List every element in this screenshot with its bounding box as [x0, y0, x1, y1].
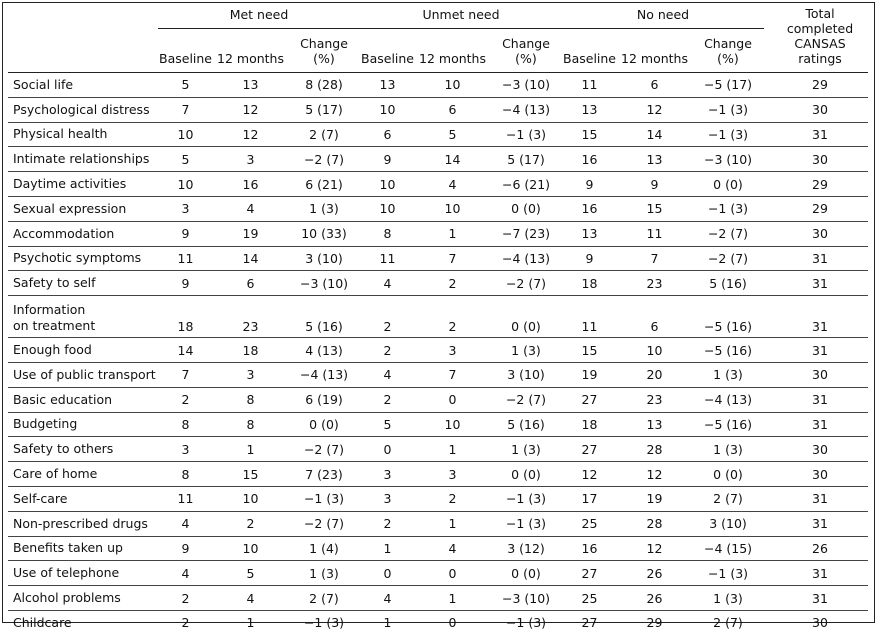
subheader-unmet-change: Change (%): [502, 36, 550, 66]
cell-no-baseline: 25: [562, 511, 617, 536]
cell-unmet-change: −1 (3): [490, 486, 562, 511]
total-header: Total completed CANSAS ratings: [786, 6, 854, 66]
cell-no-12-months: 15: [617, 196, 692, 221]
cell-met-12-months: 2: [213, 511, 288, 536]
cell-unmet-change: 3 (10): [490, 362, 562, 387]
cell-unmet-change: −1 (3): [490, 122, 562, 147]
cell-no-change: −1 (3): [692, 196, 764, 221]
cell-met-change: 8 (28): [288, 73, 360, 98]
row-label: Self-care: [8, 486, 158, 511]
cell-unmet-change: 3 (12): [490, 536, 562, 561]
cell-met-change: 0 (0): [288, 412, 360, 437]
cell-unmet-baseline: 0: [360, 437, 415, 462]
table-row: [8, 296, 868, 338]
subheader-unmet-baseline: Baseline: [361, 51, 414, 66]
row-label: Accommodation: [8, 221, 158, 246]
cell-met-baseline: 2: [158, 610, 213, 634]
cell-unmet-baseline: 2: [360, 387, 415, 412]
cell-met-change: −1 (3): [288, 610, 360, 634]
cell-no-12-months: 10: [617, 338, 692, 363]
cell-met-baseline: 7: [158, 97, 213, 122]
subheader-no-baseline: Baseline: [563, 51, 616, 66]
cell-met-baseline: 4: [158, 561, 213, 586]
cell-total: 31: [772, 387, 868, 412]
cell-unmet-change: −4 (13): [490, 246, 562, 271]
cell-met-12-months: 1: [213, 610, 288, 634]
cell-unmet-12-months: 7: [415, 246, 490, 271]
cell-met-change: 6 (21): [288, 172, 360, 197]
cell-met-12-months: 6: [213, 271, 288, 296]
cell-no-change: −1 (3): [692, 97, 764, 122]
group-header-met-need: Met need: [158, 6, 360, 28]
subheader-met-baseline: Baseline: [159, 51, 212, 66]
cell-no-baseline: 15: [562, 122, 617, 147]
cell-no-12-months: 13: [617, 412, 692, 437]
cell-met-baseline: 9: [158, 221, 213, 246]
table-row: [8, 246, 868, 271]
subheader-no-change: Change (%): [704, 36, 752, 66]
cell-unmet-change: 0 (0): [490, 296, 562, 338]
cell-met-12-months: 14: [213, 246, 288, 271]
cell-unmet-baseline: 10: [360, 172, 415, 197]
cell-no-change: 3 (10): [692, 511, 764, 536]
table-row: [8, 172, 868, 197]
cell-met-change: 1 (3): [288, 196, 360, 221]
cell-met-12-months: 19: [213, 221, 288, 246]
cell-total: 31: [772, 511, 868, 536]
cell-unmet-change: −1 (3): [490, 610, 562, 634]
cell-met-baseline: 4: [158, 511, 213, 536]
cell-total: 31: [772, 271, 868, 296]
cell-unmet-12-months: 10: [415, 412, 490, 437]
row-label: Care of home: [8, 462, 158, 487]
row-label: Basic education: [8, 387, 158, 412]
corner-cell: [8, 6, 158, 28]
cell-total: 30: [772, 437, 868, 462]
cell-total: 30: [772, 462, 868, 487]
row-label: Physical health: [8, 122, 158, 147]
cell-unmet-baseline: 6: [360, 122, 415, 147]
cell-met-baseline: 2: [158, 586, 213, 611]
cell-no-baseline: 27: [562, 610, 617, 634]
cell-unmet-12-months: 2: [415, 486, 490, 511]
cell-total: 30: [772, 97, 868, 122]
table-row: [8, 486, 868, 511]
cell-met-baseline: 2: [158, 387, 213, 412]
cell-no-change: −1 (3): [692, 561, 764, 586]
cell-no-change: 0 (0): [692, 462, 764, 487]
cell-no-change: 1 (3): [692, 437, 764, 462]
row-label: Childcare: [8, 610, 158, 634]
row-label: Psychological distress: [8, 97, 158, 122]
cell-no-change: −5 (17): [692, 73, 764, 98]
table-row: [8, 412, 868, 437]
cell-no-baseline: 17: [562, 486, 617, 511]
subheader-met-change: Change (%): [300, 36, 348, 66]
cell-total: 30: [772, 362, 868, 387]
table-row: [8, 610, 868, 634]
cell-unmet-change: 5 (17): [490, 147, 562, 172]
cell-no-baseline: 15: [562, 338, 617, 363]
cell-no-12-months: 7: [617, 246, 692, 271]
cell-unmet-12-months: 4: [415, 172, 490, 197]
cell-no-change: −5 (16): [692, 412, 764, 437]
cell-no-baseline: 16: [562, 536, 617, 561]
cell-no-12-months: 26: [617, 561, 692, 586]
table-body: [8, 73, 868, 635]
cell-total: 26: [772, 536, 868, 561]
cell-unmet-baseline: 4: [360, 586, 415, 611]
row-label: Use of public transport: [8, 362, 158, 387]
cell-total: 31: [772, 412, 868, 437]
subheader-no-12-months: 12 months: [621, 51, 688, 66]
cell-met-baseline: 8: [158, 462, 213, 487]
cell-no-12-months: 12: [617, 536, 692, 561]
cell-unmet-12-months: 1: [415, 221, 490, 246]
table-row: [8, 462, 868, 487]
cell-met-12-months: 16: [213, 172, 288, 197]
cell-unmet-12-months: 3: [415, 462, 490, 487]
cell-met-baseline: 3: [158, 437, 213, 462]
cell-no-12-months: 23: [617, 271, 692, 296]
cell-met-change: −4 (13): [288, 362, 360, 387]
cell-no-12-months: 28: [617, 511, 692, 536]
cell-met-change: 5 (17): [288, 97, 360, 122]
cell-no-change: −2 (7): [692, 221, 764, 246]
cell-no-change: 1 (3): [692, 362, 764, 387]
cell-unmet-change: 1 (3): [490, 437, 562, 462]
row-label: Sexual expression: [8, 196, 158, 221]
cell-met-change: 4 (13): [288, 338, 360, 363]
cell-no-baseline: 11: [562, 73, 617, 98]
cell-met-12-months: 4: [213, 586, 288, 611]
cell-unmet-baseline: 2: [360, 338, 415, 363]
cell-no-12-months: 11: [617, 221, 692, 246]
cell-met-baseline: 11: [158, 486, 213, 511]
row-label: Safety to others: [8, 437, 158, 462]
cell-met-baseline: 7: [158, 362, 213, 387]
cell-met-change: 1 (3): [288, 561, 360, 586]
cell-no-change: 2 (7): [692, 486, 764, 511]
cell-no-baseline: 25: [562, 586, 617, 611]
cell-no-12-months: 20: [617, 362, 692, 387]
cell-met-change: 3 (10): [288, 246, 360, 271]
cell-no-baseline: 27: [562, 437, 617, 462]
cell-met-12-months: 12: [213, 97, 288, 122]
row-label: Enough food: [8, 338, 158, 363]
cell-met-baseline: 11: [158, 246, 213, 271]
cell-no-12-months: 9: [617, 172, 692, 197]
cell-met-baseline: 10: [158, 122, 213, 147]
cell-total: 29: [772, 196, 868, 221]
cell-unmet-12-months: 4: [415, 536, 490, 561]
cell-unmet-change: 5 (16): [490, 412, 562, 437]
cell-met-change: 2 (7): [288, 586, 360, 611]
table-row: [8, 586, 868, 611]
table-row: [8, 122, 868, 147]
cell-unmet-baseline: 9: [360, 147, 415, 172]
cell-total: 31: [772, 122, 868, 147]
cell-no-change: 1 (3): [692, 586, 764, 611]
cell-total: 31: [772, 586, 868, 611]
row-label: Safety to self: [8, 271, 158, 296]
cell-no-12-months: 6: [617, 296, 692, 338]
cell-no-baseline: 13: [562, 97, 617, 122]
cell-no-change: −4 (15): [692, 536, 764, 561]
cell-total: 30: [772, 147, 868, 172]
cell-unmet-12-months: 6: [415, 97, 490, 122]
cell-total: 31: [772, 561, 868, 586]
cell-no-change: 5 (16): [692, 271, 764, 296]
cell-unmet-baseline: 2: [360, 511, 415, 536]
table-row: [8, 73, 868, 98]
cell-total: 31: [772, 486, 868, 511]
cell-met-change: 5 (16): [288, 296, 360, 338]
cell-unmet-baseline: 1: [360, 610, 415, 634]
row-label: Use of telephone: [8, 561, 158, 586]
cell-met-change: 6 (19): [288, 387, 360, 412]
cell-met-change: 1 (4): [288, 536, 360, 561]
cell-unmet-12-months: 5: [415, 122, 490, 147]
cell-no-baseline: 13: [562, 221, 617, 246]
cell-met-12-months: 3: [213, 362, 288, 387]
row-label: Budgeting: [8, 412, 158, 437]
cell-unmet-12-months: 1: [415, 437, 490, 462]
cell-met-change: −2 (7): [288, 147, 360, 172]
cell-unmet-change: −4 (13): [490, 97, 562, 122]
cell-met-baseline: 5: [158, 73, 213, 98]
row-label: Non-prescribed drugs: [8, 511, 158, 536]
cell-met-baseline: 14: [158, 338, 213, 363]
cell-no-12-months: 23: [617, 387, 692, 412]
table-row: [8, 196, 868, 221]
cell-no-change: −2 (7): [692, 246, 764, 271]
cell-no-baseline: 18: [562, 271, 617, 296]
cell-met-change: 7 (23): [288, 462, 360, 487]
cell-unmet-change: 0 (0): [490, 462, 562, 487]
cell-unmet-baseline: 10: [360, 97, 415, 122]
subheader-unmet-12-months: 12 months: [419, 51, 486, 66]
cell-met-baseline: 5: [158, 147, 213, 172]
cell-no-12-months: 12: [617, 462, 692, 487]
cell-met-12-months: 4: [213, 196, 288, 221]
table-row: [8, 561, 868, 586]
row-label: Psychotic symptoms: [8, 246, 158, 271]
table-row: [8, 536, 868, 561]
cell-unmet-12-months: 2: [415, 296, 490, 338]
cell-met-baseline: 10: [158, 172, 213, 197]
cell-met-12-months: 23: [213, 296, 288, 338]
cell-unmet-baseline: 13: [360, 73, 415, 98]
cell-unmet-baseline: 11: [360, 246, 415, 271]
cell-no-change: −5 (16): [692, 296, 764, 338]
cell-unmet-baseline: 2: [360, 296, 415, 338]
cell-unmet-12-months: 0: [415, 387, 490, 412]
cell-unmet-baseline: 3: [360, 462, 415, 487]
cell-unmet-baseline: 3: [360, 486, 415, 511]
row-label: Intimate relationships: [8, 147, 158, 172]
cell-no-change: −4 (13): [692, 387, 764, 412]
subheader-met-12-months: 12 months: [217, 51, 284, 66]
cell-unmet-change: −3 (10): [490, 586, 562, 611]
cell-met-baseline: 8: [158, 412, 213, 437]
cell-met-12-months: 5: [213, 561, 288, 586]
cell-no-12-months: 13: [617, 147, 692, 172]
cell-unmet-change: −2 (7): [490, 271, 562, 296]
cell-unmet-12-months: 10: [415, 73, 490, 98]
cell-no-baseline: 18: [562, 412, 617, 437]
cell-met-change: −2 (7): [288, 437, 360, 462]
cell-met-baseline: 9: [158, 271, 213, 296]
row-label: Social life: [8, 73, 158, 98]
cell-total: 31: [772, 338, 868, 363]
cell-unmet-change: 1 (3): [490, 338, 562, 363]
cell-no-baseline: 11: [562, 296, 617, 338]
cell-no-baseline: 12: [562, 462, 617, 487]
cell-total: 31: [772, 296, 868, 338]
table-row: [8, 362, 868, 387]
cell-unmet-change: −7 (23): [490, 221, 562, 246]
cell-met-12-months: 1: [213, 437, 288, 462]
cell-no-baseline: 9: [562, 246, 617, 271]
row-label: Alcohol problems: [8, 586, 158, 611]
cell-met-change: −1 (3): [288, 486, 360, 511]
cell-no-12-months: 14: [617, 122, 692, 147]
cell-met-12-months: 10: [213, 536, 288, 561]
cell-unmet-baseline: 5: [360, 412, 415, 437]
table-row: [8, 271, 868, 296]
cell-met-12-months: 8: [213, 412, 288, 437]
cell-unmet-baseline: 1: [360, 536, 415, 561]
group-header-unmet-need: Unmet need: [360, 6, 562, 28]
table-row: [8, 437, 868, 462]
cell-no-baseline: 9: [562, 172, 617, 197]
cell-unmet-baseline: 8: [360, 221, 415, 246]
cell-met-change: −3 (10): [288, 271, 360, 296]
cell-no-change: −1 (3): [692, 122, 764, 147]
cell-unmet-change: −3 (10): [490, 73, 562, 98]
cell-total: 30: [772, 610, 868, 634]
cell-no-baseline: 27: [562, 387, 617, 412]
cell-no-12-months: 26: [617, 586, 692, 611]
cell-no-12-months: 19: [617, 486, 692, 511]
cell-unmet-baseline: 4: [360, 271, 415, 296]
cell-met-change: 2 (7): [288, 122, 360, 147]
cell-met-change: 10 (33): [288, 221, 360, 246]
cell-met-12-months: 8: [213, 387, 288, 412]
cell-met-baseline: 18: [158, 296, 213, 338]
row-label: Daytime activities: [8, 172, 158, 197]
cell-unmet-12-months: 10: [415, 196, 490, 221]
cell-no-change: −5 (16): [692, 338, 764, 363]
cell-met-12-months: 13: [213, 73, 288, 98]
table-row: [8, 221, 868, 246]
table-row: [8, 511, 868, 536]
row-label: Benefits taken up: [8, 536, 158, 561]
cell-met-12-months: 12: [213, 122, 288, 147]
cell-unmet-12-months: 1: [415, 511, 490, 536]
cell-no-change: 2 (7): [692, 610, 764, 634]
table-row: [8, 338, 868, 363]
cell-unmet-change: 0 (0): [490, 561, 562, 586]
cell-no-12-months: 12: [617, 97, 692, 122]
cell-met-12-months: 3: [213, 147, 288, 172]
cell-no-12-months: 6: [617, 73, 692, 98]
cell-met-baseline: 3: [158, 196, 213, 221]
cell-unmet-12-months: 3: [415, 338, 490, 363]
cell-unmet-change: 0 (0): [490, 196, 562, 221]
cell-unmet-12-months: 0: [415, 561, 490, 586]
group-header-no-need: No need: [562, 6, 764, 28]
cell-total: 30: [772, 221, 868, 246]
cell-unmet-12-months: 0: [415, 610, 490, 634]
cell-unmet-12-months: 1: [415, 586, 490, 611]
cell-unmet-12-months: 7: [415, 362, 490, 387]
cell-no-baseline: 16: [562, 147, 617, 172]
cell-met-12-months: 10: [213, 486, 288, 511]
row-label: Information on treatment: [8, 296, 158, 338]
cell-unmet-change: −1 (3): [490, 511, 562, 536]
cell-unmet-change: −2 (7): [490, 387, 562, 412]
cell-no-12-months: 29: [617, 610, 692, 634]
cell-no-baseline: 27: [562, 561, 617, 586]
cell-unmet-change: −6 (21): [490, 172, 562, 197]
table-row: [8, 387, 868, 412]
cell-no-baseline: 16: [562, 196, 617, 221]
table-row: [8, 147, 868, 172]
cell-no-change: −3 (10): [692, 147, 764, 172]
cell-unmet-baseline: 0: [360, 561, 415, 586]
cell-met-change: −2 (7): [288, 511, 360, 536]
cell-no-12-months: 28: [617, 437, 692, 462]
cell-total: 29: [772, 73, 868, 98]
cell-unmet-12-months: 14: [415, 147, 490, 172]
table-row: [8, 97, 868, 122]
cell-total: 31: [772, 246, 868, 271]
cell-unmet-baseline: 10: [360, 196, 415, 221]
cell-met-12-months: 18: [213, 338, 288, 363]
cell-met-baseline: 9: [158, 536, 213, 561]
cell-total: 29: [772, 172, 868, 197]
cansas-needs-table: [8, 6, 868, 635]
cell-met-12-months: 15: [213, 462, 288, 487]
cell-unmet-12-months: 2: [415, 271, 490, 296]
cell-no-change: 0 (0): [692, 172, 764, 197]
cell-no-baseline: 19: [562, 362, 617, 387]
cell-unmet-baseline: 4: [360, 362, 415, 387]
